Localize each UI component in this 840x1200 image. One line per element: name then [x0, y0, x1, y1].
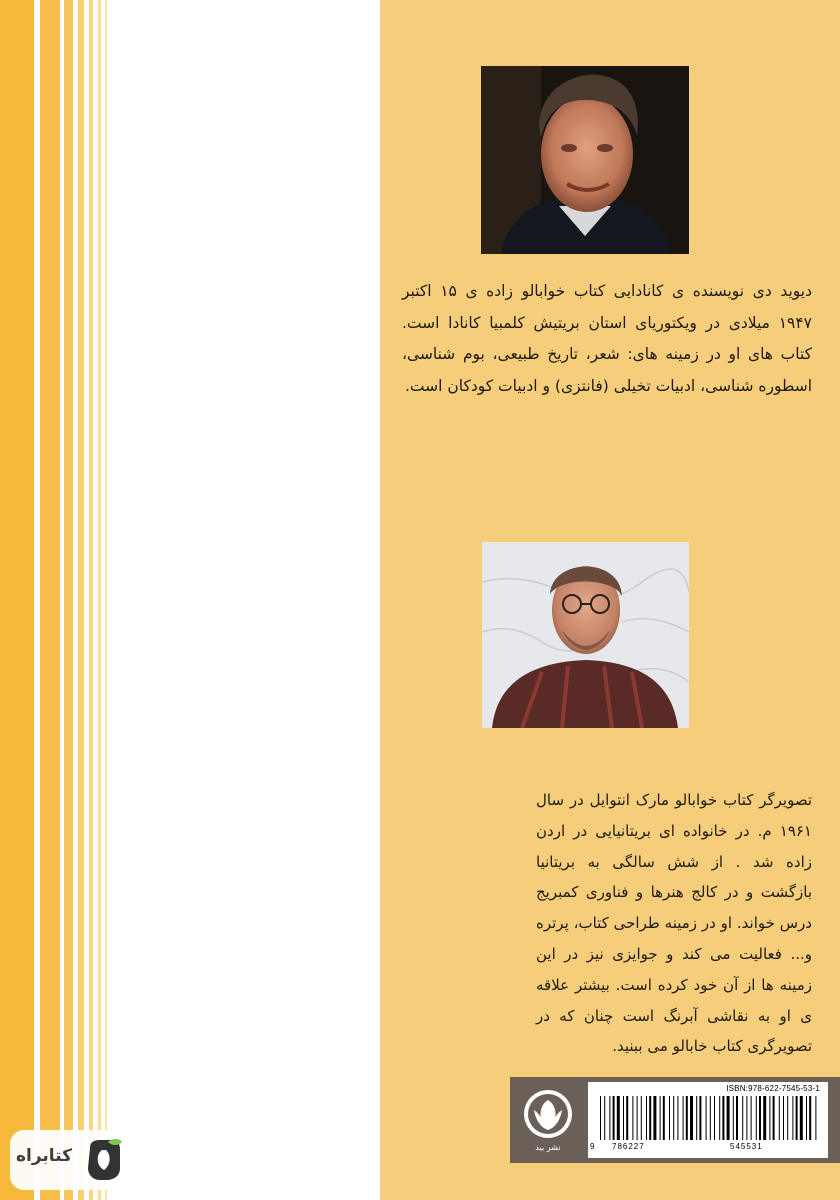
barcode-left-digits: 786227: [612, 1142, 645, 1151]
barcode-bar: [686, 1096, 688, 1140]
author-bio: دیوید دی نویسنده ی کانادایی کتاب خوابالو زاده ی ۱۵ اکتبر ۱۹۴۷ میلادی در ویکتوریای استان بریتیش کلمبیا کانادا است. کتاب های او در زمینه های: شعر، تاریخ طبیعی، بوم شناسی، اسطوره شناسی، ادبیات تخیلی (فانتزی) و ادبیات کودکان است.: [402, 282, 812, 395]
barcode-bar: [736, 1096, 738, 1140]
barcode-bar: [632, 1096, 633, 1140]
author-photo: [481, 66, 689, 254]
barcode-bar: [714, 1096, 715, 1140]
barcode-bar: [727, 1096, 730, 1140]
barcode-bar: [796, 1096, 798, 1140]
publisher-logo-caption: نشر بید: [535, 1143, 561, 1152]
barcode-bar: [649, 1096, 651, 1140]
barcode-bar: [673, 1096, 674, 1140]
barcode-bar: [756, 1096, 757, 1140]
barcode-bar: [815, 1096, 816, 1140]
barcode-bar: [792, 1096, 793, 1140]
barcode-bar: [779, 1096, 780, 1140]
barcode-bar: [696, 1096, 697, 1140]
barcode-bar: [751, 1096, 752, 1140]
barcode-bar: [613, 1096, 615, 1140]
barcode-bar: [600, 1096, 601, 1140]
barcode-bar: [759, 1096, 761, 1140]
barcode-bar: [722, 1096, 724, 1140]
barcode-bar: [706, 1096, 707, 1140]
barcode-bar: [646, 1096, 647, 1140]
barcode-bar: [663, 1096, 665, 1140]
barcode-lead-digit: 9: [590, 1142, 596, 1151]
publisher-logo: [520, 1086, 576, 1156]
barcode-bar: [617, 1096, 620, 1140]
barcode-bar: [641, 1096, 642, 1140]
barcode-bar: [809, 1096, 811, 1140]
barcode-bar: [677, 1096, 678, 1140]
barcode-bar: [690, 1096, 693, 1140]
barcode-bar: [637, 1096, 638, 1140]
barcode-bar: [626, 1096, 628, 1140]
barcode-bar: [623, 1096, 624, 1140]
barcode-right-digits: 545531: [730, 1142, 763, 1151]
barcode-bar: [683, 1096, 684, 1140]
barcode-bar: [660, 1096, 661, 1140]
barcode: [598, 1096, 820, 1140]
barcode-bar: [800, 1096, 803, 1140]
barcode-bar: [783, 1096, 784, 1140]
barcode-bar: [604, 1096, 605, 1140]
barcode-bar: [669, 1096, 670, 1140]
decorative-stripes: [0, 0, 110, 1200]
barcode-bar: [787, 1096, 788, 1140]
barcode-bar: [769, 1096, 770, 1140]
barcode-bar: [719, 1096, 720, 1140]
illustrator-bio: تصویرگر کتاب خوابالو مارک انتوایل در سال ۱۹۶۱ م. در خانواده ای بریتانیایی در اردن زاده شد . از شش سالگی به بریتانیا بازگشت و در کالج هنرها و فناوری کمبریج درس خواند. او در زمینه طراحی کتاب، پرتره و... فعالیت می کند و جوایزی نیز در این زمینه ها از آن خود کرده است. بیشتر علاقه ی او به نقاشی آبرنگ است چنان که در تصویرگری کتاب خابالو می ببنید.: [536, 791, 812, 1056]
barcode-bar: [710, 1096, 711, 1140]
barcode-bar: [699, 1096, 701, 1140]
watermark-logo-icon: [82, 1138, 122, 1182]
barcode-bar: [653, 1096, 656, 1140]
isbn-label: ISBN:978-622-7545-53-1: [726, 1084, 820, 1093]
illustrator-photo: [482, 542, 689, 728]
barcode-bar: [609, 1096, 610, 1140]
barcode-bar: [733, 1096, 734, 1140]
barcode-bar: [773, 1096, 775, 1140]
watermark-text: کتابراه: [15, 1146, 73, 1166]
barcode-bar: [746, 1096, 747, 1140]
barcode-bar: [742, 1096, 743, 1140]
barcode-bar: [806, 1096, 807, 1140]
barcode-bar: [763, 1096, 766, 1140]
